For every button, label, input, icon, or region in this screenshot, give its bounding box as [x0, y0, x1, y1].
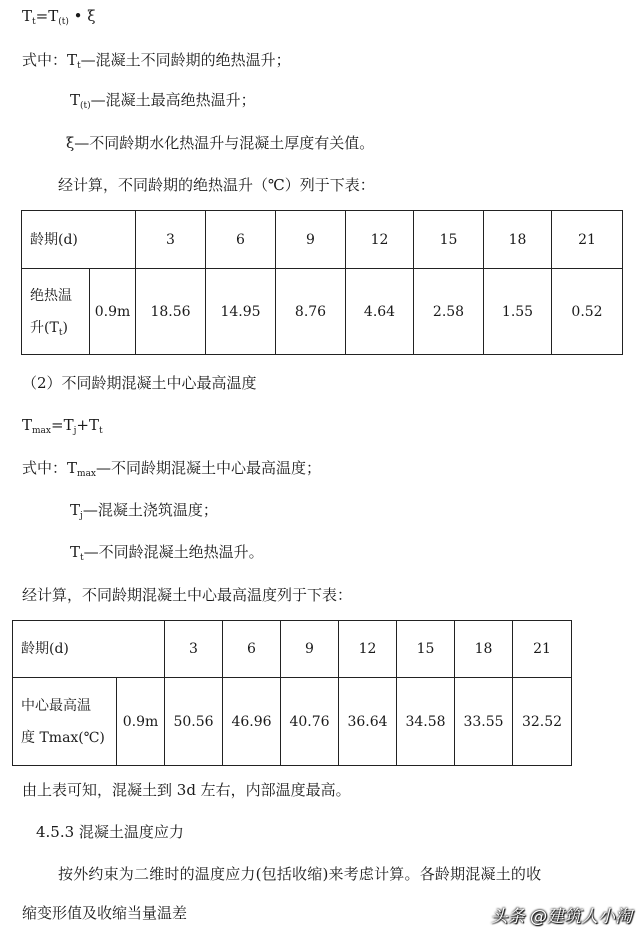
table-row [22, 269, 623, 355]
section-heading-453: 4.5.3 混凝土温度应力 [36, 823, 184, 841]
table-cell: 36.64 [339, 678, 397, 766]
header-age: 6 [206, 211, 276, 269]
header-age: 18 [455, 621, 513, 678]
table-cell: 1.55 [484, 269, 552, 355]
header-age-label: 龄期(d) [22, 211, 136, 269]
formula-max-temperature: $T_{max}=T_j+T_t$ [22, 416, 103, 436]
table-cell: 40.76 [281, 678, 339, 766]
definition-tt-2: $T_t—$不同龄混凝土绝热温升。 [70, 543, 264, 563]
header-age: 21 [552, 211, 623, 269]
definition-xi: ξ—不同龄期水化热温升与混凝土厚度有关值。 [66, 134, 375, 152]
table-cell: 8.76 [276, 269, 346, 355]
definition-tt: 式中：$T_t—$混凝土不同龄期的绝热温升； [22, 51, 291, 71]
section-heading-2: （2）不同龄期混凝土中心最高温度 [22, 374, 257, 392]
row-thickness: 0.9m [117, 678, 165, 766]
table-cell: 14.95 [206, 269, 276, 355]
adiabatic-temperature-table [21, 210, 623, 355]
header-age: 15 [414, 211, 484, 269]
table-cell: 32.52 [513, 678, 572, 766]
header-age: 9 [276, 211, 346, 269]
header-age: 15 [397, 621, 455, 678]
table-cell: 18.56 [136, 269, 206, 355]
row-label-max-temp: 中心最高温 度 Tmax(℃) [13, 678, 117, 766]
header-age: 18 [484, 211, 552, 269]
table-cell: 34.58 [397, 678, 455, 766]
header-age: 12 [346, 211, 414, 269]
row-label-adiabatic: 绝热温 升$(T_t)$ [22, 269, 90, 355]
formula-adiabatic: $T_t=T_{(t)}$ • ξ [22, 7, 96, 27]
table-header-row [22, 211, 623, 269]
header-age: 12 [339, 621, 397, 678]
row-thickness: 0.9m [90, 269, 136, 355]
max-temperature-table [12, 620, 572, 766]
paragraph-line-2: 缩变形值及收缩当量温差 [22, 904, 188, 922]
table-cell: 2.58 [414, 269, 484, 355]
header-age: 9 [281, 621, 339, 678]
definition-tj: $T_j—$混凝土浇筑温度； [70, 501, 218, 521]
header-age: 3 [165, 621, 223, 678]
header-age: 6 [223, 621, 281, 678]
table-cell: 33.55 [455, 678, 513, 766]
table-row [13, 678, 572, 766]
watermark: 头条 @建筑人小淘 [490, 907, 632, 927]
table-cell: 46.96 [223, 678, 281, 766]
header-age-label: 龄期(d) [13, 621, 165, 678]
header-age: 21 [513, 621, 572, 678]
definition-tmax-adiabatic: $T_{(t)}—$混凝土最高绝热温升； [70, 91, 256, 111]
header-age: 3 [136, 211, 206, 269]
calc-intro-1: 经计算，不同龄期的绝热温升（℃）列于下表： [58, 176, 375, 194]
conclusion-text: 由上表可知，混凝土到 3d 左右，内部温度最高。 [22, 781, 351, 799]
paragraph-line-1: 按外约束为二维时的温度应力(包括收缩)来考虑计算。各龄期混凝土的收 [58, 865, 542, 883]
definition-tmax: 式中：$T_{max}—$不同龄期混凝土中心最高温度； [22, 459, 322, 479]
table-cell: 0.52 [552, 269, 623, 355]
table-header-row [13, 621, 572, 678]
table-cell: 50.56 [165, 678, 223, 766]
table-cell: 4.64 [346, 269, 414, 355]
calc-intro-2: 经计算，不同龄期混凝土中心最高温度列于下表： [22, 586, 353, 604]
